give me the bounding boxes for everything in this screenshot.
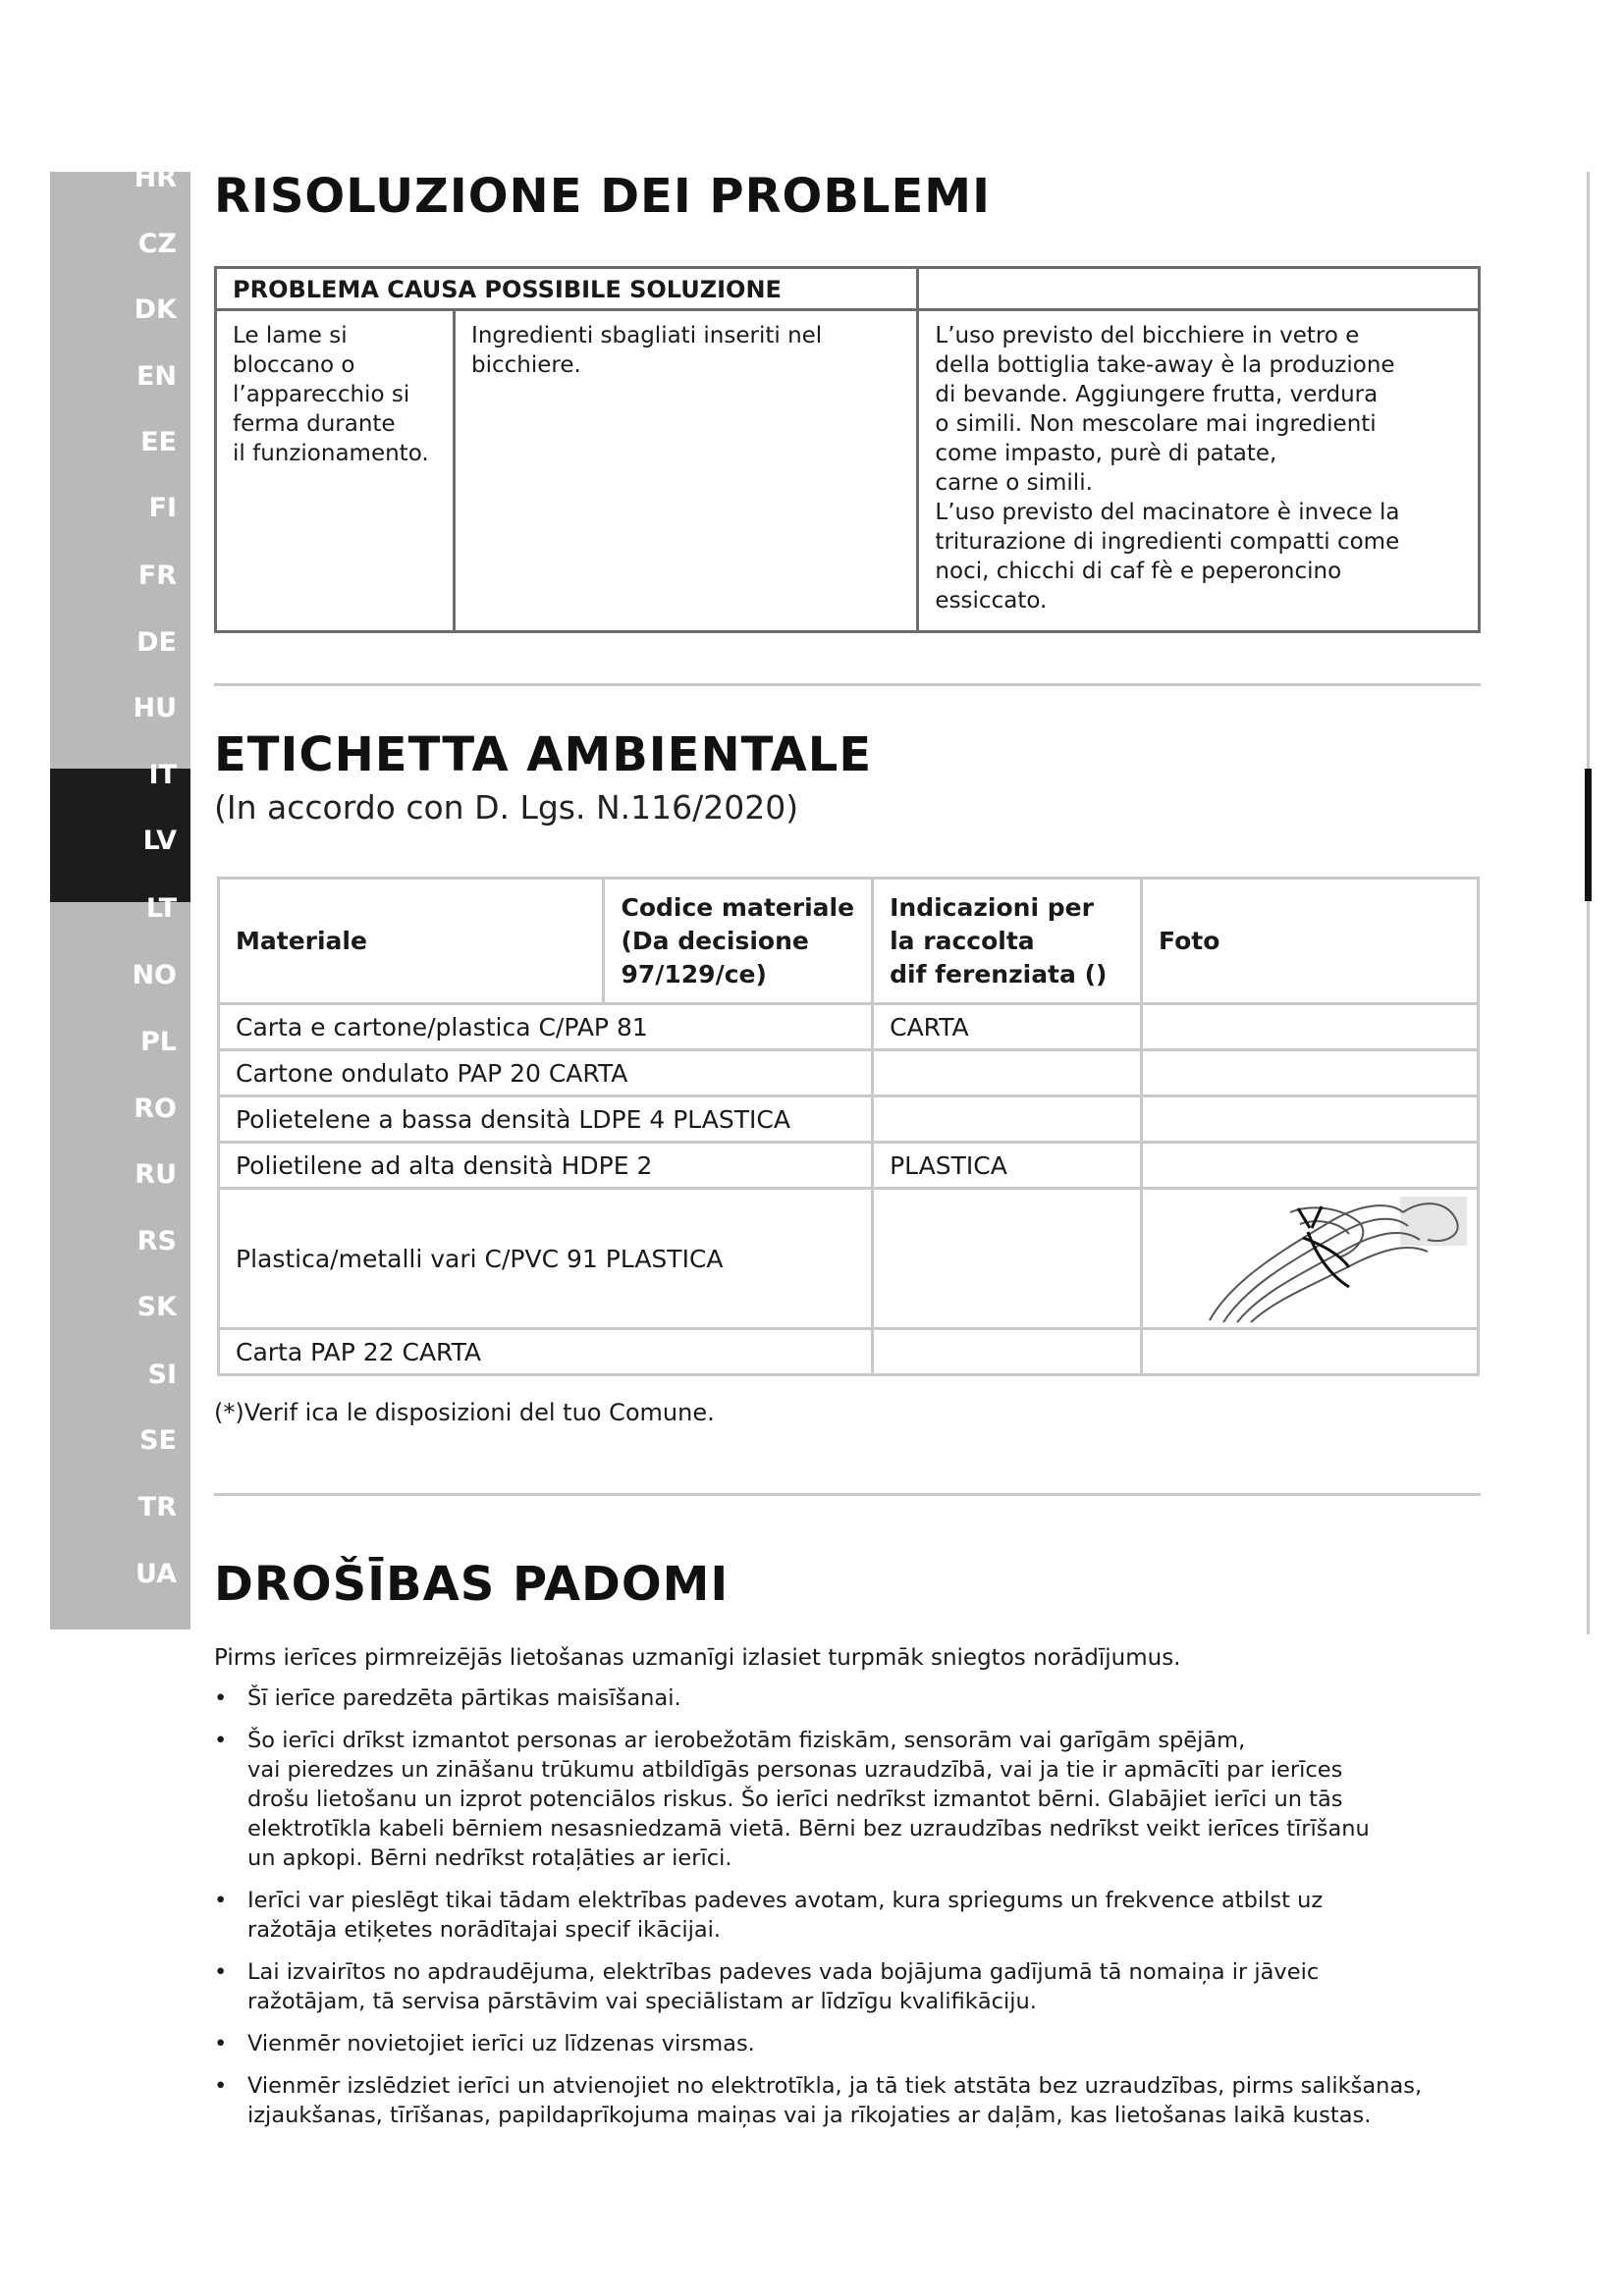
photo-cell: [1142, 1096, 1479, 1143]
safety-item: [214, 2071, 1490, 2130]
table-row: [219, 1004, 1479, 1050]
header-collection-line: Indicazioni per: [890, 892, 1094, 922]
language-tab-fi[interactable]: FI: [148, 493, 177, 523]
solution-text-line: noci, chicchi di caf fè e peperoncino: [935, 559, 1342, 584]
collection-cell: PLASTICA: [873, 1143, 1142, 1189]
collection-cell: [873, 1096, 1142, 1143]
collection-cell: [873, 1189, 1142, 1329]
material-cell: Cartone ondulato PAP 20 CARTA: [219, 1050, 873, 1096]
collection-cell: [873, 1329, 1142, 1375]
safety-item-line: Lai izvairītos no apdraudējuma, elektrības padeves vada bojājuma gadījumā tā nomaiņa ir jāveic: [247, 1959, 1320, 1985]
photo-cell: [1142, 1050, 1479, 1096]
header-code-line: (Da decisione: [621, 926, 809, 955]
scrollbar-thumb[interactable]: [1585, 769, 1592, 901]
bullet-icon: •: [214, 1685, 228, 1711]
safety-item-line: Vienmēr izslēdziet ierīci un atvienojiet no elektrotīkla, ja tā tiek atstāta bez uzraudzības, pirms salikšanas,: [247, 2073, 1423, 2099]
material-cell: Carta PAP 22 CARTA: [219, 1329, 873, 1375]
header-code-line: Codice materiale: [621, 892, 855, 922]
language-tab-lv[interactable]: LV: [142, 826, 177, 856]
safety-item-line: Šī ierīce paredzēta pārtikas maisīšanai.: [247, 1685, 681, 1711]
safety-item-line: izjaukšanas, tīrīšanas, papildaprīkojuma maiņas vai ja rīkojaties ar daļām, kas lietošanas laikā kustas.: [247, 2103, 1372, 2128]
safety-item-line: drošu lietošanu un izprot potenciālos riskus. Šo ierīci nedrīkst izmantot bērni. Glabājiet ierīci un tās: [247, 1787, 1343, 1812]
safety-item: [214, 1683, 1490, 1713]
safety-item-line: Vienmēr novietojiet ierīci uz līdzenas virsmas.: [247, 2031, 755, 2056]
safety-item: [214, 1886, 1490, 1945]
environmental-subtitle: (In accordo con D. Lgs. N.116/2020): [214, 788, 799, 827]
language-tab-ro[interactable]: RO: [134, 1094, 177, 1124]
language-tab-se[interactable]: SE: [139, 1425, 177, 1456]
safety-title: DROŠĪBAS PADOMI: [214, 1557, 730, 1612]
problem-text-line: bloccano o: [233, 352, 355, 378]
photo-cell: [1142, 1329, 1479, 1375]
section-divider: [214, 1493, 1481, 1496]
safety-item-line: ražotājam, tā servisa pārstāvim vai speciālistam ar līdzīgu kvalifikāciju.: [247, 1989, 1037, 2014]
cable-tie-illustration: [1192, 1193, 1477, 1324]
language-sidebar: [50, 163, 190, 1629]
header-collection-line: la raccolta: [890, 926, 1035, 955]
header-code-line: 97/129/ce): [621, 959, 767, 988]
cause-text-line: bicchiere.: [471, 352, 581, 378]
language-tab-dk[interactable]: DK: [134, 294, 177, 325]
solution-text-line: carne o simili.: [935, 470, 1093, 496]
language-tab-rs[interactable]: RS: [136, 1226, 177, 1256]
safety-item: [214, 2029, 1490, 2058]
safety-item-line: elektrotīkla kabeli bērniem nesasniedzamā vietā. Bērni bez uzraudzības nedrīkst veikt ierīces tīrīšanu: [247, 1816, 1370, 1842]
language-tab-no[interactable]: NO: [132, 960, 177, 990]
language-tab-hr[interactable]: HR: [134, 163, 177, 193]
photo-cell: [1142, 1004, 1479, 1050]
collection-cell: [873, 1050, 1142, 1096]
solution-text-line: della bottiglia take-away è la produzione: [935, 352, 1395, 378]
solution-cell: [918, 310, 1480, 632]
scrollbar-track[interactable]: [1587, 172, 1590, 1634]
section-divider: [214, 683, 1481, 686]
problem-text-line: l’apparecchio si: [233, 382, 410, 407]
solution-text-line: L’uso previsto del bicchiere in vetro e: [935, 323, 1360, 348]
troubleshooting-header-empty: [918, 268, 1480, 310]
bullet-icon: •: [214, 1959, 228, 1985]
bullet-icon: •: [214, 2073, 228, 2099]
environmental-title: ETICHETTA AMBIENTALE: [214, 727, 873, 782]
language-tab-lt[interactable]: LT: [145, 893, 177, 924]
material-cell: Polietelene a bassa densità LDPE 4 PLASTICA: [219, 1096, 873, 1143]
safety-item-line: Ierīci var pieslēgt tikai tādam elektrības padeves avotam, kura spriegums un frekvence atbilst uz: [247, 1888, 1324, 1913]
bullet-icon: •: [214, 1888, 228, 1913]
problem-text-line: il funzionamento.: [233, 441, 429, 466]
safety-item: [214, 1726, 1490, 1873]
problem-cell: [216, 310, 455, 632]
table-row: [219, 1143, 1479, 1189]
solution-text-line: L’uso previsto del macinatore è invece la: [935, 500, 1400, 525]
troubleshooting-title: RISOLUZIONE DEI PROBLEMI: [214, 169, 991, 224]
problem-text-line: ferma durante: [233, 411, 396, 437]
environmental-note: (*)Verif ica le disposizioni del tuo Comune.: [214, 1399, 715, 1426]
bullet-icon: •: [214, 2031, 228, 2056]
language-tab-cz[interactable]: CZ: [137, 229, 177, 259]
troubleshooting-header: PROBLEMA CAUSA POSSIBILE SOLUZIONE: [216, 268, 918, 310]
table-row: [219, 1189, 1479, 1329]
material-cell: Polietilene ad alta densità HDPE 2: [219, 1143, 873, 1189]
solution-text-line: o simili. Non mescolare mai ingredienti: [935, 411, 1377, 437]
language-tab-en[interactable]: EN: [135, 361, 177, 392]
cause-text-line: Ingredienti sbagliati inseriti nel: [471, 323, 823, 348]
photo-cell: [1142, 1143, 1479, 1189]
safety-item-line: Šo ierīci drīkst izmantot personas ar ierobežotām fiziskām, sensorām vai garīgām spējām,: [247, 1728, 1246, 1753]
table-row: [219, 1096, 1479, 1143]
language-tab-ru[interactable]: RU: [135, 1159, 177, 1190]
safety-item-line: un apkopi. Bērni nedrīkst rotaļāties ar ierīci.: [247, 1845, 732, 1871]
material-cell: Plastica/metalli vari C/PVC 91 PLASTICA: [219, 1189, 873, 1329]
collection-cell: CARTA: [873, 1004, 1142, 1050]
cause-cell: [455, 310, 918, 632]
bullet-icon: •: [214, 1728, 228, 1753]
problem-text-line: Le lame si: [233, 323, 348, 348]
photo-cell: [1142, 1189, 1479, 1329]
safety-item: [214, 1957, 1490, 2016]
safety-item-line: vai pieredzes un zināšanu trūkumu atbildīgās personas uzraudzībā, vai ja tie ir apmācīti par ierīces: [247, 1757, 1343, 1783]
language-tab-hu[interactable]: HU: [133, 693, 177, 723]
environmental-table: [217, 877, 1480, 1376]
language-tab-tr[interactable]: TR: [137, 1492, 177, 1522]
solution-text-line: di bevande. Aggiungere frutta, verdura: [935, 382, 1379, 407]
safety-intro: Pirms ierīces pirmreizējās lietošanas uzmanīgi izlasiet turpmāk sniegtos norādījumus.: [214, 1645, 1181, 1671]
language-tab-ee[interactable]: EE: [140, 427, 177, 457]
troubleshooting-table: [214, 266, 1481, 633]
language-tab-si[interactable]: SI: [147, 1360, 177, 1390]
table-row: [219, 1329, 1479, 1375]
solution-text-line: triturazione di ingredienti compatti come: [935, 529, 1400, 555]
solution-text-line: come impasto, purè di patate,: [935, 441, 1277, 466]
header-material: Materiale: [219, 879, 604, 1004]
header-collection-line: dif ferenziata (): [890, 959, 1108, 988]
language-tab-pl[interactable]: PL: [140, 1027, 177, 1057]
header-photo: Foto: [1142, 879, 1479, 1004]
language-tab-it[interactable]: IT: [148, 760, 177, 790]
header-code: [604, 879, 873, 1004]
solution-text-line: essiccato.: [935, 588, 1048, 614]
header-collection: [873, 879, 1142, 1004]
language-tab-ua[interactable]: UA: [135, 1559, 177, 1589]
language-tab-de[interactable]: DE: [136, 627, 177, 658]
language-tab-fr[interactable]: FR: [137, 561, 177, 591]
safety-item-line: ražotāja etiķetes norādītajai specif ikācijai.: [247, 1917, 722, 1943]
safety-list: [214, 1683, 1490, 2143]
language-tab-sk[interactable]: SK: [136, 1292, 177, 1322]
table-row: [219, 1050, 1479, 1096]
material-cell: Carta e cartone/plastica C/PAP 81: [219, 1004, 873, 1050]
